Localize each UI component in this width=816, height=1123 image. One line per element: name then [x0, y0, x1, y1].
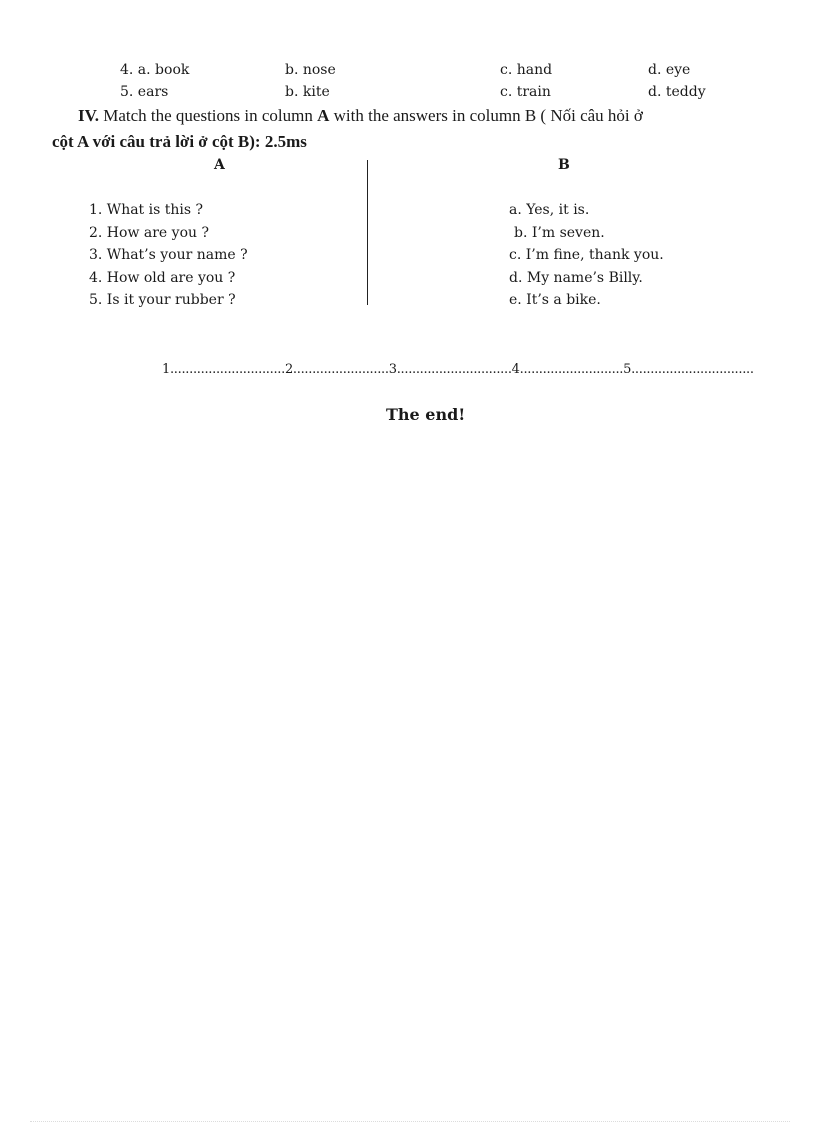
option-5c: c. train [500, 84, 551, 100]
section-instruction: Match the questions in column [103, 106, 313, 125]
section-heading-line1 [78, 106, 643, 126]
response-a: a. Yes, it is. [509, 202, 590, 218]
closing-text: The end! [386, 405, 466, 424]
section-number: IV. [78, 106, 99, 125]
page-bottom-divider [30, 1121, 790, 1122]
response-e: e. It’s a bike. [509, 292, 601, 308]
question-5: 5. Is it your rubber ? [89, 292, 236, 308]
section-heading-line2: cột A với câu trả lời ở cột B): 2.5ms [52, 132, 307, 151]
column-a-header: A [214, 157, 225, 173]
column-divider [367, 160, 368, 305]
response-b: b. I’m seven. [514, 225, 605, 241]
question-4: 4. How old are you ? [89, 270, 236, 286]
question-2: 2. How are you ? [89, 225, 209, 241]
option-5d: d. teddy [648, 84, 706, 100]
question-3: 3. What’s your name ? [89, 247, 248, 263]
response-c: c. I’m fine, thank you. [509, 247, 664, 263]
option-5a: 5. ears [120, 84, 169, 100]
column-b-header: B [558, 157, 570, 173]
answer-line: 1..............................2.........................3..............................4...........................5................................ [162, 362, 754, 377]
section-instruction-cont: with the answers in column B ( Nối câu hỏi ở [333, 106, 643, 125]
option-5b: b. kite [285, 84, 330, 100]
response-d: d. My name’s Billy. [509, 270, 643, 286]
option-4d: d. eye [648, 62, 691, 78]
option-4a: 4. a. book [120, 62, 190, 78]
section-column-a-ref: A [317, 106, 330, 125]
question-1: 1. What is this ? [89, 202, 204, 218]
option-4c: c. hand [500, 62, 553, 78]
option-4b: b. nose [285, 62, 336, 78]
